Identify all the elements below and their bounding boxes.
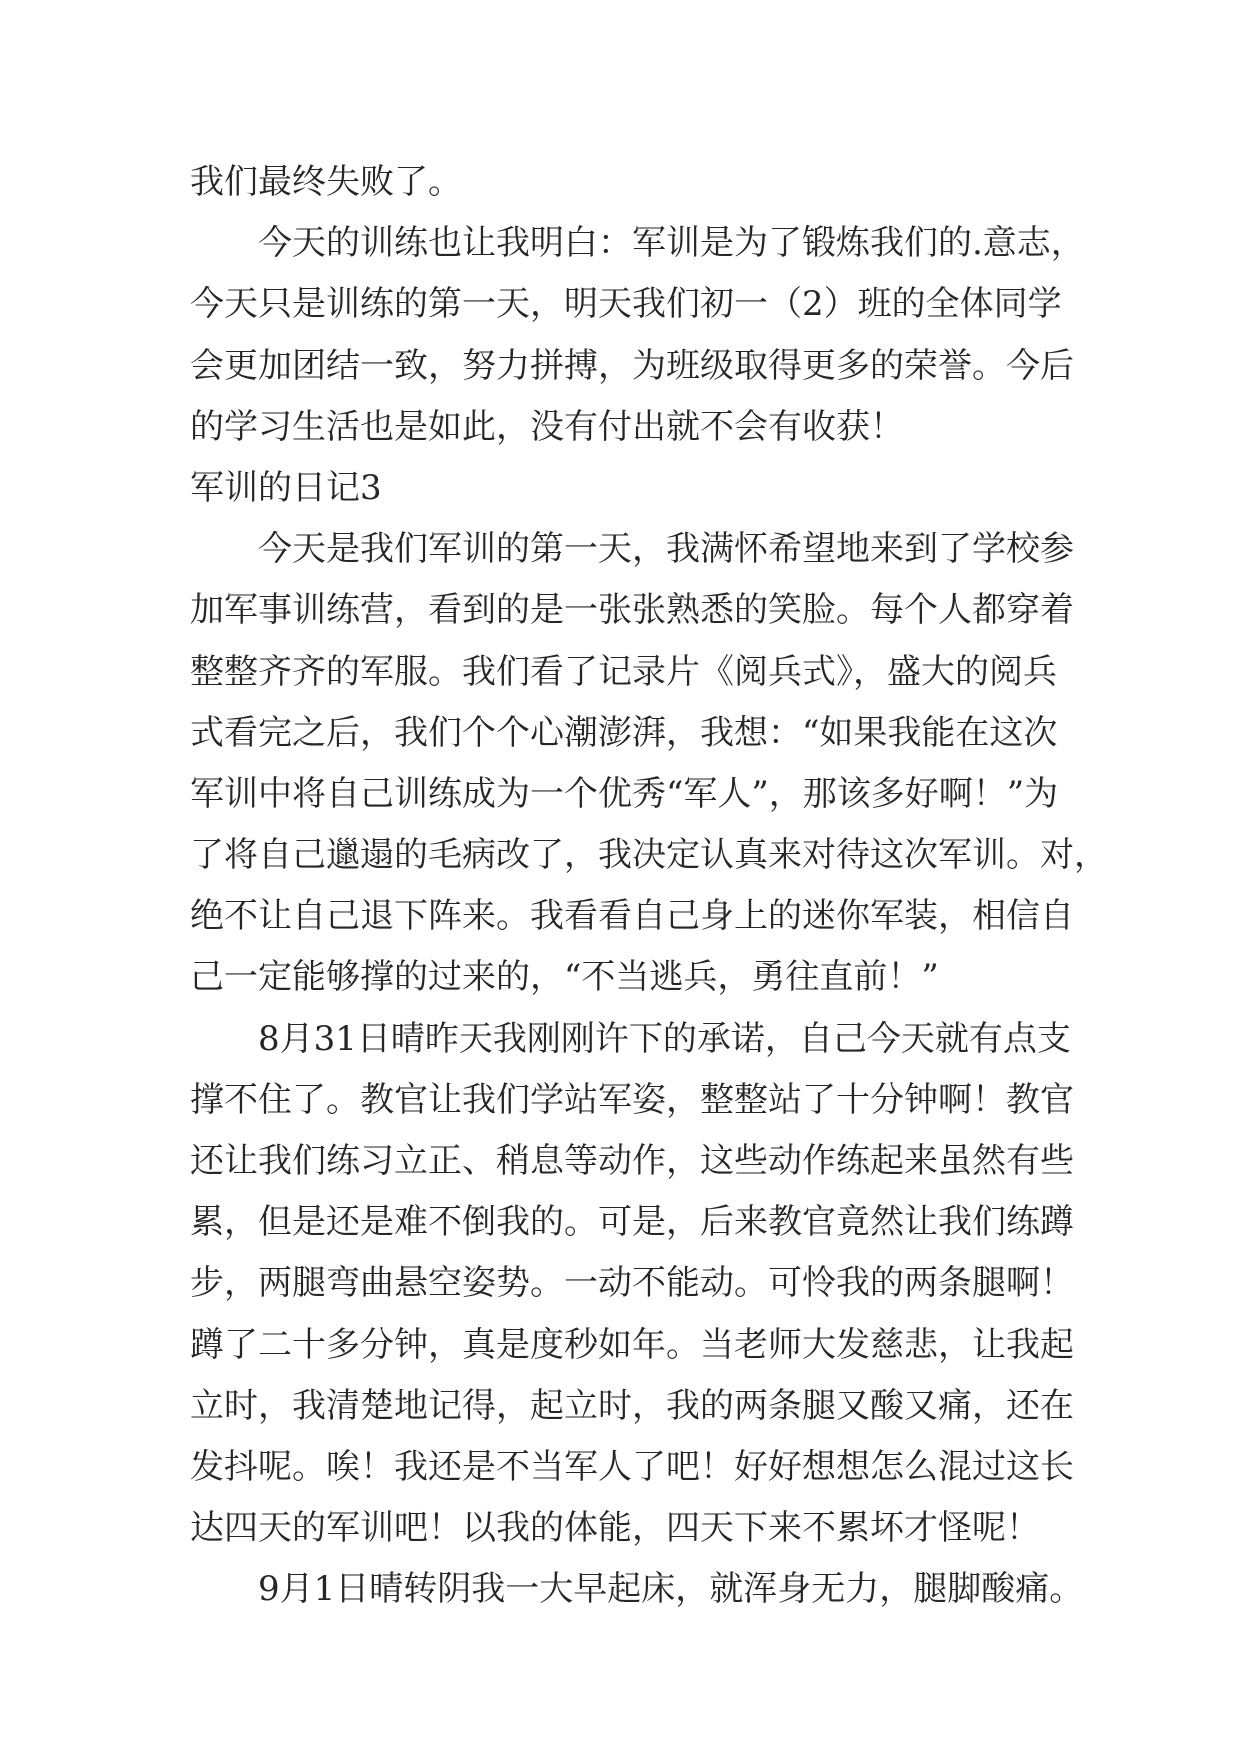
text-line: 撑不住了。教官让我们学站军姿，整整站了十分钟啊！教官 (190, 1079, 1074, 1120)
text-line: 绝不让自己退下阵来。我看看自己身上的迷你军装，相信自 (190, 896, 1074, 937)
text-line: 发抖呢。唉！我还是不当军人了吧！好好想想怎么混过这长 (190, 1446, 1074, 1487)
text-line: 的学习生活也是如此，没有付出就不会有收获！ (190, 406, 904, 447)
text-line: 今天只是训练的第一天，明天我们初一（2）班的全体同学 (190, 284, 1062, 325)
text-line: 会更加团结一致，努力拼搏，为班级取得更多的荣誉。今后 (190, 345, 1074, 386)
text-line: 加军事训练营，看到的是一张张熟悉的笑脸。每个人都穿着 (190, 590, 1074, 631)
text-line: 今天的训练也让我明白：军训是为了锻炼我们的.意志， (258, 223, 1085, 264)
text-line: 式看完之后，我们个个心潮澎湃，我想：“如果我能在这次 (190, 712, 1058, 753)
text-line: 我们最终失败了。 (190, 162, 462, 202)
text-line: 蹲了二十多分钟，真是度秒如年。当老师大发慈悲，让我起 (190, 1324, 1074, 1365)
text-line: 步，两腿弯曲悬空姿势。一动不能动。可怜我的两条腿啊！ (190, 1263, 1074, 1304)
text-line: 了将自己邋遢的毛病改了，我决定认真来对待这次军训。对， (190, 835, 1108, 876)
text-line: 累，但是还是难不倒我的。可是，后来教官竟然让我们练蹲 (190, 1202, 1074, 1243)
text-line: 立时，我清楚地记得，起立时，我的两条腿又酸又痛，还在 (190, 1385, 1074, 1426)
text-line: 己一定能够撑的过来的，“不当逃兵，勇往直前！” (190, 957, 939, 998)
text-line: 9月1日晴转阴我一大早起床，就浑身无力，腿脚酸痛。 (258, 1569, 1084, 1610)
text-line: 军训中将自己训练成为一个优秀“军人”，那该多好啊！”为 (190, 773, 1059, 814)
text-line: 达四天的军训吧！以我的体能，四天下来不累坏才怪呢！ (190, 1508, 1040, 1549)
text-line: 今天是我们军训的第一天，我满怀希望地来到了学校参 (258, 529, 1074, 570)
text-line: 整整齐齐的军服。我们看了记录片《阅兵式》，盛大的阅兵 (190, 651, 1057, 692)
text-line: 8月31日晴昨天我刚刚许下的承诺，自己今天就有点支 (258, 1018, 1071, 1059)
section-heading: 军训的日记3 (190, 467, 382, 508)
document-body (190, 152, 1108, 1621)
text-line: 还让我们练习立正、稍息等动作，这些动作练起来虽然有些 (190, 1141, 1074, 1181)
